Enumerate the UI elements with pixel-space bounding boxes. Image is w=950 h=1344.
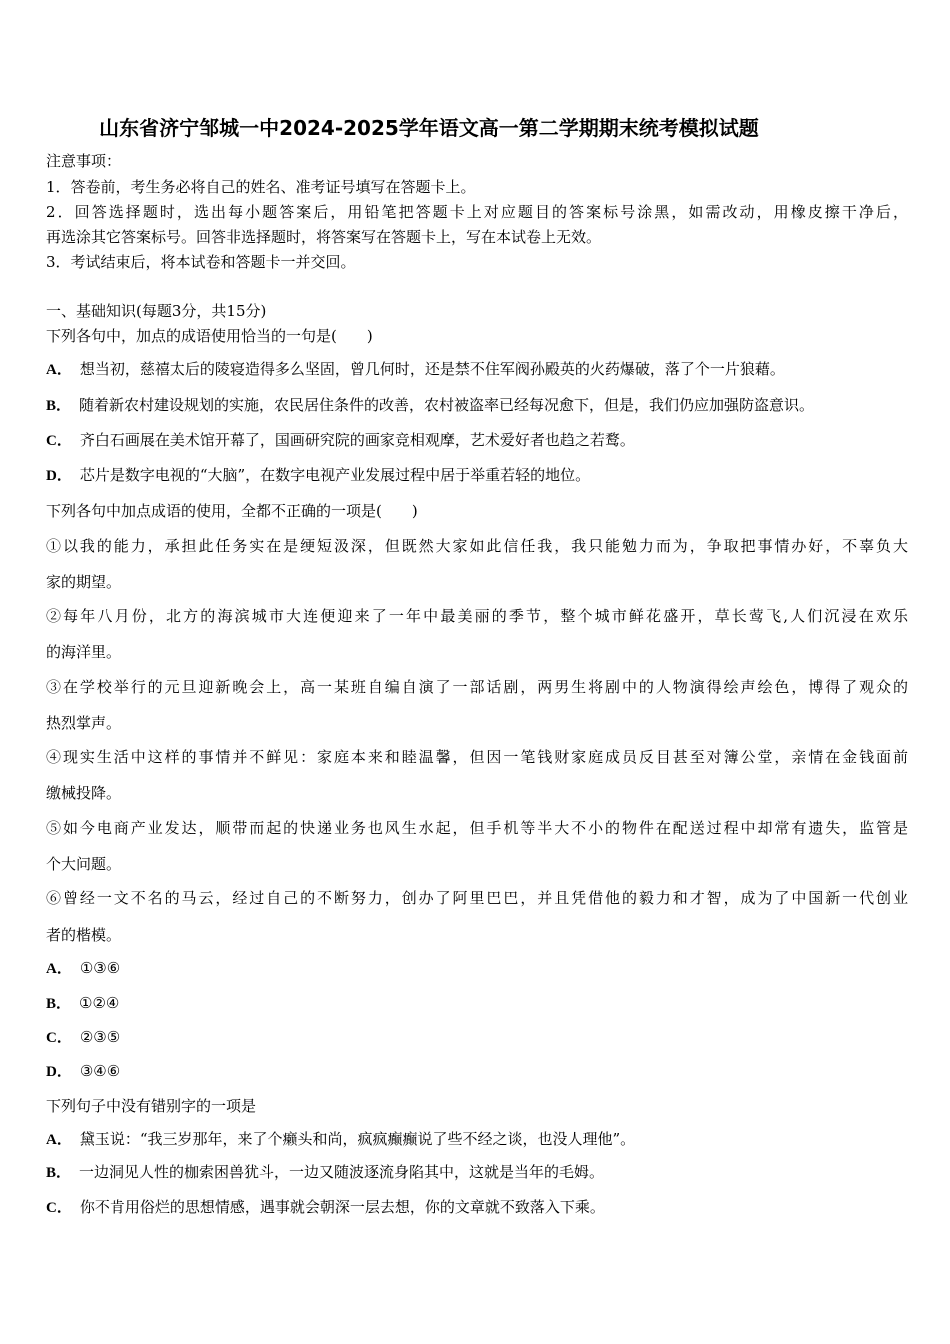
section-heading: 一、基础知识(每题3分，共15分) bbox=[46, 302, 267, 320]
option-letter: A． bbox=[46, 1132, 72, 1148]
list-item: ⑤如今电商产业发达，顺带而起的快递业务也风生水起，但手机等半大不小的物件在配送过程中却常有遗失，监管是 bbox=[46, 819, 908, 837]
list-item-continuation: 的海洋里。 bbox=[46, 643, 122, 661]
option-a bbox=[46, 958, 908, 979]
option-text: 一边洞见人性的枷索困兽犹斗，一边又随波逐流身陷其中，这就是当年的毛姆。 bbox=[79, 1163, 605, 1181]
option-d bbox=[46, 465, 908, 486]
option-letter: C． bbox=[46, 433, 72, 449]
list-item: ②每年八月份，北方的海滨城市大连便迎来了一年中最美丽的季节，整个城市鲜花盛开，草长莺飞,人们沉浸在欢乐 bbox=[46, 607, 908, 625]
option-c bbox=[46, 1197, 908, 1218]
list-item: ①以我的能力，承担此任务实在是绠短汲深，但既然大家如此信任我，我只能勉力而为，争取把事情办好，不辜负大 bbox=[46, 537, 908, 555]
option-a bbox=[46, 1129, 908, 1150]
option-text: ①②④ bbox=[79, 994, 120, 1012]
option-letter: A． bbox=[46, 961, 72, 977]
option-b bbox=[46, 395, 908, 416]
option-text: 芯片是数字电视的“大脑”，在数字电视产业发展过程中居于举重若轻的地位。 bbox=[79, 466, 591, 484]
option-letter: B． bbox=[46, 996, 72, 1012]
option-letter: B． bbox=[46, 398, 72, 414]
option-text: 想当初，慈禧太后的陵寝造得多么坚固，曾几何时，还是禁不住军阀孙殿英的火药爆破，落了个一片狼藉。 bbox=[79, 360, 785, 378]
option-d bbox=[46, 1061, 908, 1082]
page-title: 山东省济宁邹城一中2024-2025学年语文高一第二学期期末统考模拟试题 bbox=[99, 116, 759, 140]
option-letter: D． bbox=[46, 1064, 72, 1080]
list-item: ③在学校举行的元旦迎新晚会上，高一某班自编自演了一部话剧，两男生将剧中的人物演得绘声绘色，博得了观众的 bbox=[46, 678, 908, 696]
list-item: ④现实生活中这样的事情并不鲜见：家庭本来和睦温馨，但因一笔钱财家庭成员反目甚至对簿公堂，亲情在金钱面前 bbox=[46, 748, 908, 766]
option-b bbox=[46, 993, 908, 1014]
list-item-continuation: 者的楷模。 bbox=[46, 926, 122, 944]
option-text: 齐白石画展在美术馆开幕了，国画研究院的画家竞相观摩，艺术爱好者也趋之若鹜。 bbox=[79, 431, 635, 449]
notice-item: 3．考试结束后，将本试卷和答题卡一并交回。 bbox=[46, 253, 356, 271]
option-letter: D． bbox=[46, 468, 72, 484]
list-item-continuation: 个大问题。 bbox=[46, 855, 122, 873]
question-stem: 下列句子中没有错别字的一项是 bbox=[46, 1097, 257, 1115]
option-text: ①③⑥ bbox=[79, 959, 121, 977]
option-letter: B． bbox=[46, 1165, 72, 1181]
option-a bbox=[46, 359, 908, 380]
question-stem: 下列各句中加点成语的使用，全都不正确的一项是( ) bbox=[46, 502, 418, 520]
option-text: 黛玉说：“我三岁那年，来了个癞头和尚，疯疯癫癫说了些不经之谈，也没人理他”。 bbox=[79, 1130, 636, 1148]
notice-item: 2．回答选择题时，选出每小题答案后，用铅笔把答题卡上对应题目的答案标号涂黑，如需改动，用橡皮擦干净后， bbox=[46, 203, 908, 221]
option-text: ②③⑤ bbox=[79, 1028, 121, 1046]
list-item: ⑥曾经一文不名的马云，经过自己的不断努力，创办了阿里巴巴，并且凭借他的毅力和才智，成为了中国新一代创业 bbox=[46, 889, 908, 907]
list-item-continuation: 家的期望。 bbox=[46, 573, 122, 591]
option-letter: A． bbox=[46, 362, 72, 378]
option-letter: C． bbox=[46, 1200, 72, 1216]
option-letter: C． bbox=[46, 1030, 72, 1046]
option-c bbox=[46, 430, 908, 451]
notice-item: 再选涂其它答案标号。回答非选择题时，将答案写在答题卡上，写在本试卷上无效。 bbox=[46, 228, 602, 246]
option-text: ③④⑥ bbox=[79, 1062, 121, 1080]
list-item-continuation: 缴械投降。 bbox=[46, 784, 122, 802]
option-text: 你不肯用俗烂的思想情感，遇事就会朝深一层去想，你的文章就不致落入下乘。 bbox=[79, 1198, 605, 1216]
notice-heading: 注意事项： bbox=[46, 152, 122, 170]
list-item-continuation: 热烈掌声。 bbox=[46, 714, 122, 732]
option-b bbox=[46, 1162, 908, 1183]
option-text: 随着新农村建设规划的实施，农民居住条件的改善，农村被盗率已经每况愈下，但是，我们仍应加强防盗意识。 bbox=[79, 396, 815, 414]
notice-item: 1．答卷前，考生务必将自己的姓名、准考证号填写在答题卡上。 bbox=[46, 178, 476, 196]
question-stem: 下列各句中，加点的成语使用恰当的一句是( ) bbox=[46, 327, 373, 345]
option-c bbox=[46, 1027, 908, 1048]
